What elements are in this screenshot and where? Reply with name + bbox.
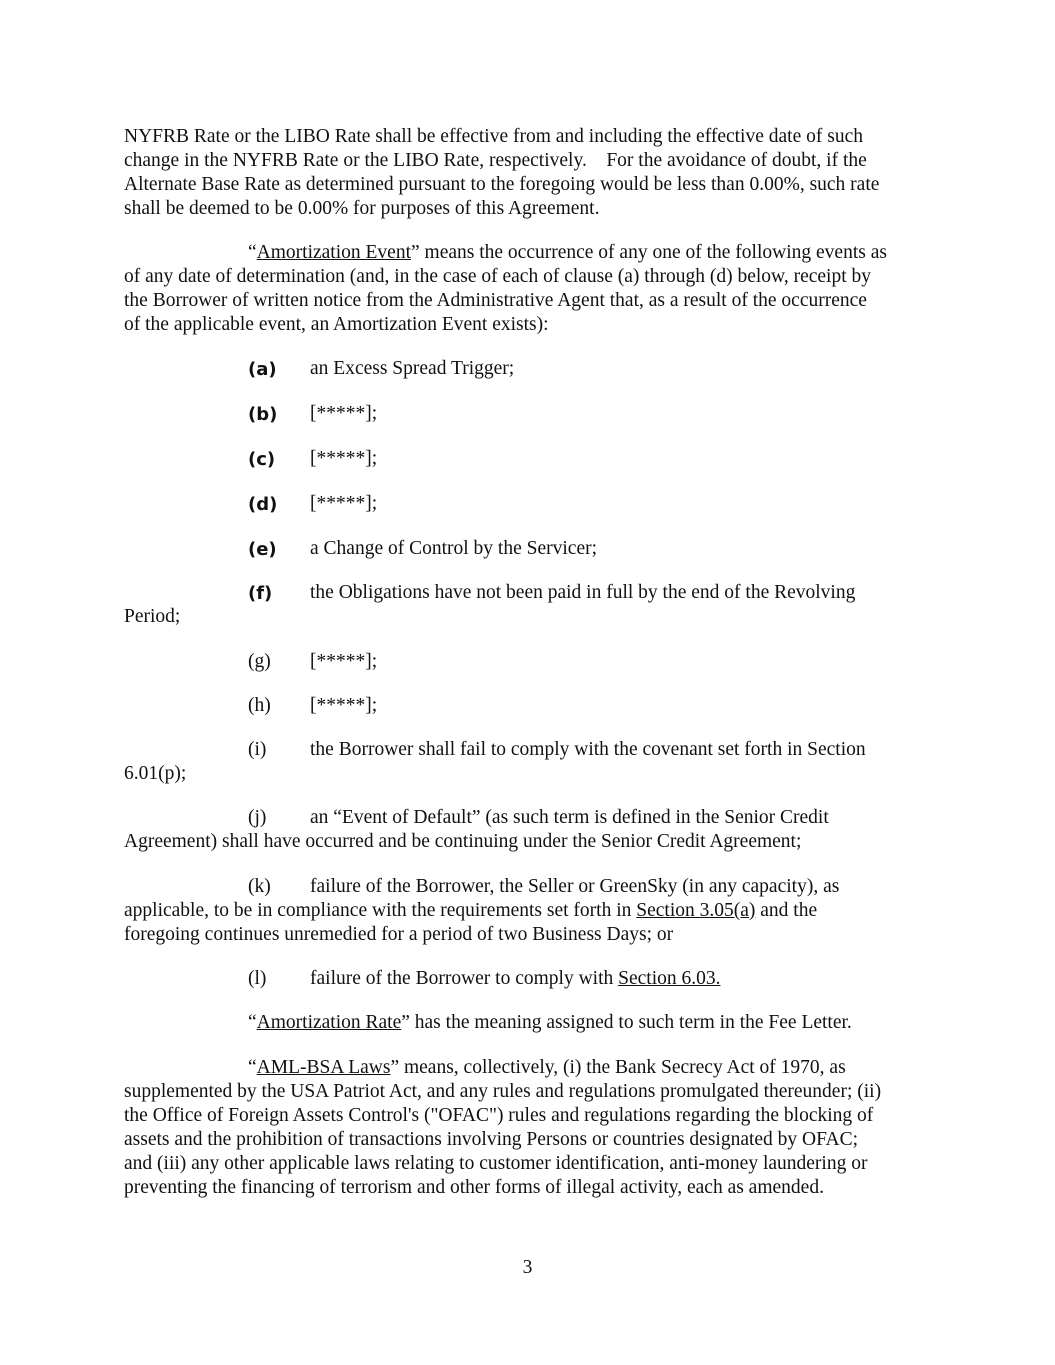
item-label-l: (l) xyxy=(248,968,267,989)
item-text-h: [*****]; xyxy=(310,695,378,716)
open-quote: “ xyxy=(248,242,257,263)
item-text-c: [*****]; xyxy=(310,448,378,469)
text-line: supplemented by the USA Patriot Act, and any rules and regulations promulgated thereunder; (ii) xyxy=(124,1081,882,1102)
defined-term: Amortization Rate xyxy=(256,1012,402,1033)
definition-text: ” has the meaning assigned to such term in the Fee Letter. xyxy=(401,1012,852,1033)
item-label-c: (c) xyxy=(248,449,276,470)
text-line: the Borrower of written notice from the Administrative Agent that, as a result of the occurrence xyxy=(124,290,867,311)
text-line: of any date of determination (and, in the case of each of clause (a) through (d) below, receipt by xyxy=(124,266,872,287)
item-label-b: (b) xyxy=(248,404,278,425)
item-text-i: the Borrower shall fail to comply with the covenant set forth in Section xyxy=(310,739,866,760)
item-label-d: (d) xyxy=(248,494,278,515)
continuation-text: applicable, to be in compliance with the requirements set forth in xyxy=(124,900,637,921)
item-label-g: (g) xyxy=(248,651,271,672)
aml-bsa-laws-definition xyxy=(124,1056,936,1200)
item-continuation-f: Period; xyxy=(124,606,181,627)
open-quote: “ xyxy=(248,1057,257,1078)
item-continuation-i: 6.01(p); xyxy=(124,763,187,784)
intro-paragraph xyxy=(124,125,936,221)
continuation-text: and the xyxy=(755,900,818,921)
item-continuation-k-2: foregoing continues unremedied for a period of two Business Days; or xyxy=(124,924,674,945)
open-quote: “ xyxy=(248,1012,257,1033)
text-line: of the applicable event, an Amortization Event exists): xyxy=(124,314,549,335)
item-text-d: [*****]; xyxy=(310,493,378,514)
text-line: Alternate Base Rate as determined pursuant to the foregoing would be less than 0.00%, such rate xyxy=(124,174,880,195)
item-label-e: (e) xyxy=(248,539,277,560)
item-label-j: (j) xyxy=(248,807,267,828)
item-text: failure of the Borrower to comply with xyxy=(310,968,619,989)
item-continuation-k xyxy=(124,899,817,923)
section-3-05a-reference: Section 3.05(a) xyxy=(636,900,756,921)
item-text-l xyxy=(310,967,721,991)
defined-term: Amortization Event xyxy=(256,242,411,263)
text-line: preventing the financing of terrorism and other forms of illegal activity, each as amended. xyxy=(124,1177,824,1198)
item-label-f: (f) xyxy=(248,583,273,604)
item-text-b: [*****]; xyxy=(310,403,378,424)
item-continuation-j: Agreement) shall have occurred and be continuing under the Senior Credit Agreement; xyxy=(124,831,802,852)
amortization-rate-definition xyxy=(124,1011,936,1035)
item-text-a: an Excess Spread Trigger; xyxy=(310,358,515,379)
amortization-event-definition xyxy=(124,241,936,337)
definition-text: ” means the occurrence of any one of the following events as xyxy=(411,242,887,263)
item-text-g: [*****]; xyxy=(310,651,378,672)
item-text-j: an “Event of Default” (as such term is defined in the Senior Credit xyxy=(310,807,829,828)
text-line: the Office of Foreign Assets Control's ("OFAC") rules and regulations regarding the blocking of xyxy=(124,1105,874,1126)
text-line: shall be deemed to be 0.00% for purposes of this Agreement. xyxy=(124,198,600,219)
definition-first-line xyxy=(124,1056,936,1080)
text-line: assets and the prohibition of transactions involving Persons or countries designated by OFAC; xyxy=(124,1129,859,1150)
text-line: and (iii) any other applicable laws relating to customer identification, anti-money laundering or xyxy=(124,1153,868,1174)
definition-line xyxy=(124,1011,936,1035)
text-line: change in the NYFRB Rate or the LIBO Rate, respectively. For the avoidance of doubt, if the xyxy=(124,150,867,171)
defined-term: AML-BSA Laws xyxy=(256,1057,391,1078)
text-line: NYFRB Rate or the LIBO Rate shall be effective from and including the effective date of such xyxy=(124,126,863,147)
item-label-a: (a) xyxy=(248,359,277,380)
section-6-03-reference: Section 6.03. xyxy=(618,968,721,989)
item-text-f: the Obligations have not been paid in full by the end of the Revolving xyxy=(310,582,856,603)
item-text-k: failure of the Borrower, the Seller or GreenSky (in any capacity), as xyxy=(310,876,840,897)
item-label-i: (i) xyxy=(248,739,267,760)
item-label-k: (k) xyxy=(248,876,271,897)
definition-text: ” means, collectively, (i) the Bank Secrecy Act of 1970, as xyxy=(390,1057,846,1078)
definition-first-line xyxy=(124,241,936,265)
item-label-h: (h) xyxy=(248,695,271,716)
page-number: 3 xyxy=(522,1257,533,1278)
item-text-e: a Change of Control by the Servicer; xyxy=(310,538,598,559)
